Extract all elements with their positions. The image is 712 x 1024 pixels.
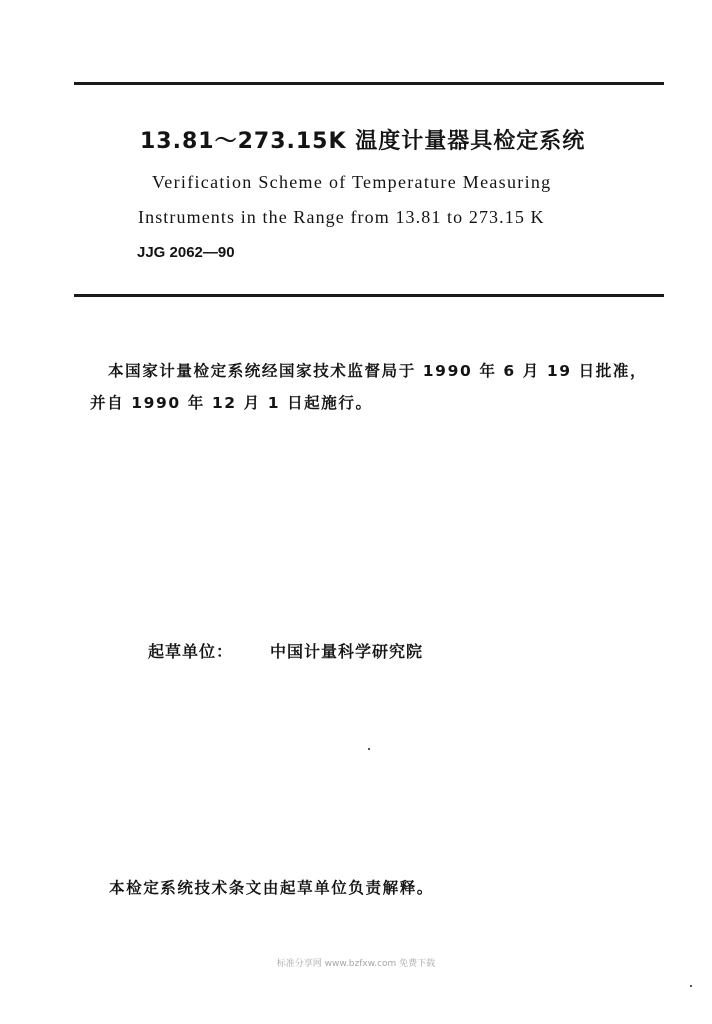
interpretation-note: 本检定系统技术条文由起草单位负责解释。 (109, 879, 434, 897)
drafting-unit-value: 中国计量科学研究院 (270, 642, 424, 661)
drafting-unit-label: 起草单位： (148, 642, 234, 661)
approval-paragraph: 本国家计量检定系统经国家技术监督局于 1990 年 6 月 19 日批准，并自 1990 年 12 月 1 日起施行。 (90, 362, 648, 412)
standard-code: JJG 2062—90 (137, 244, 235, 261)
top-rule (74, 82, 664, 85)
bottom-rule (74, 294, 664, 297)
document-title-english-line-2: Instruments in the Range from 13.81 to 273.15 K (138, 207, 545, 227)
drafting-unit (148, 639, 423, 662)
document-title-chinese: 13.81～273.15K 温度计量器具检定系统 (140, 129, 586, 154)
scan-speck (690, 985, 692, 987)
document-title-english-line-1: Verification Scheme of Temperature Measuring (152, 172, 552, 192)
watermark: 标准分享网 www.bzfxw.com 免费下载 (276, 959, 436, 969)
scan-speck (368, 748, 370, 750)
